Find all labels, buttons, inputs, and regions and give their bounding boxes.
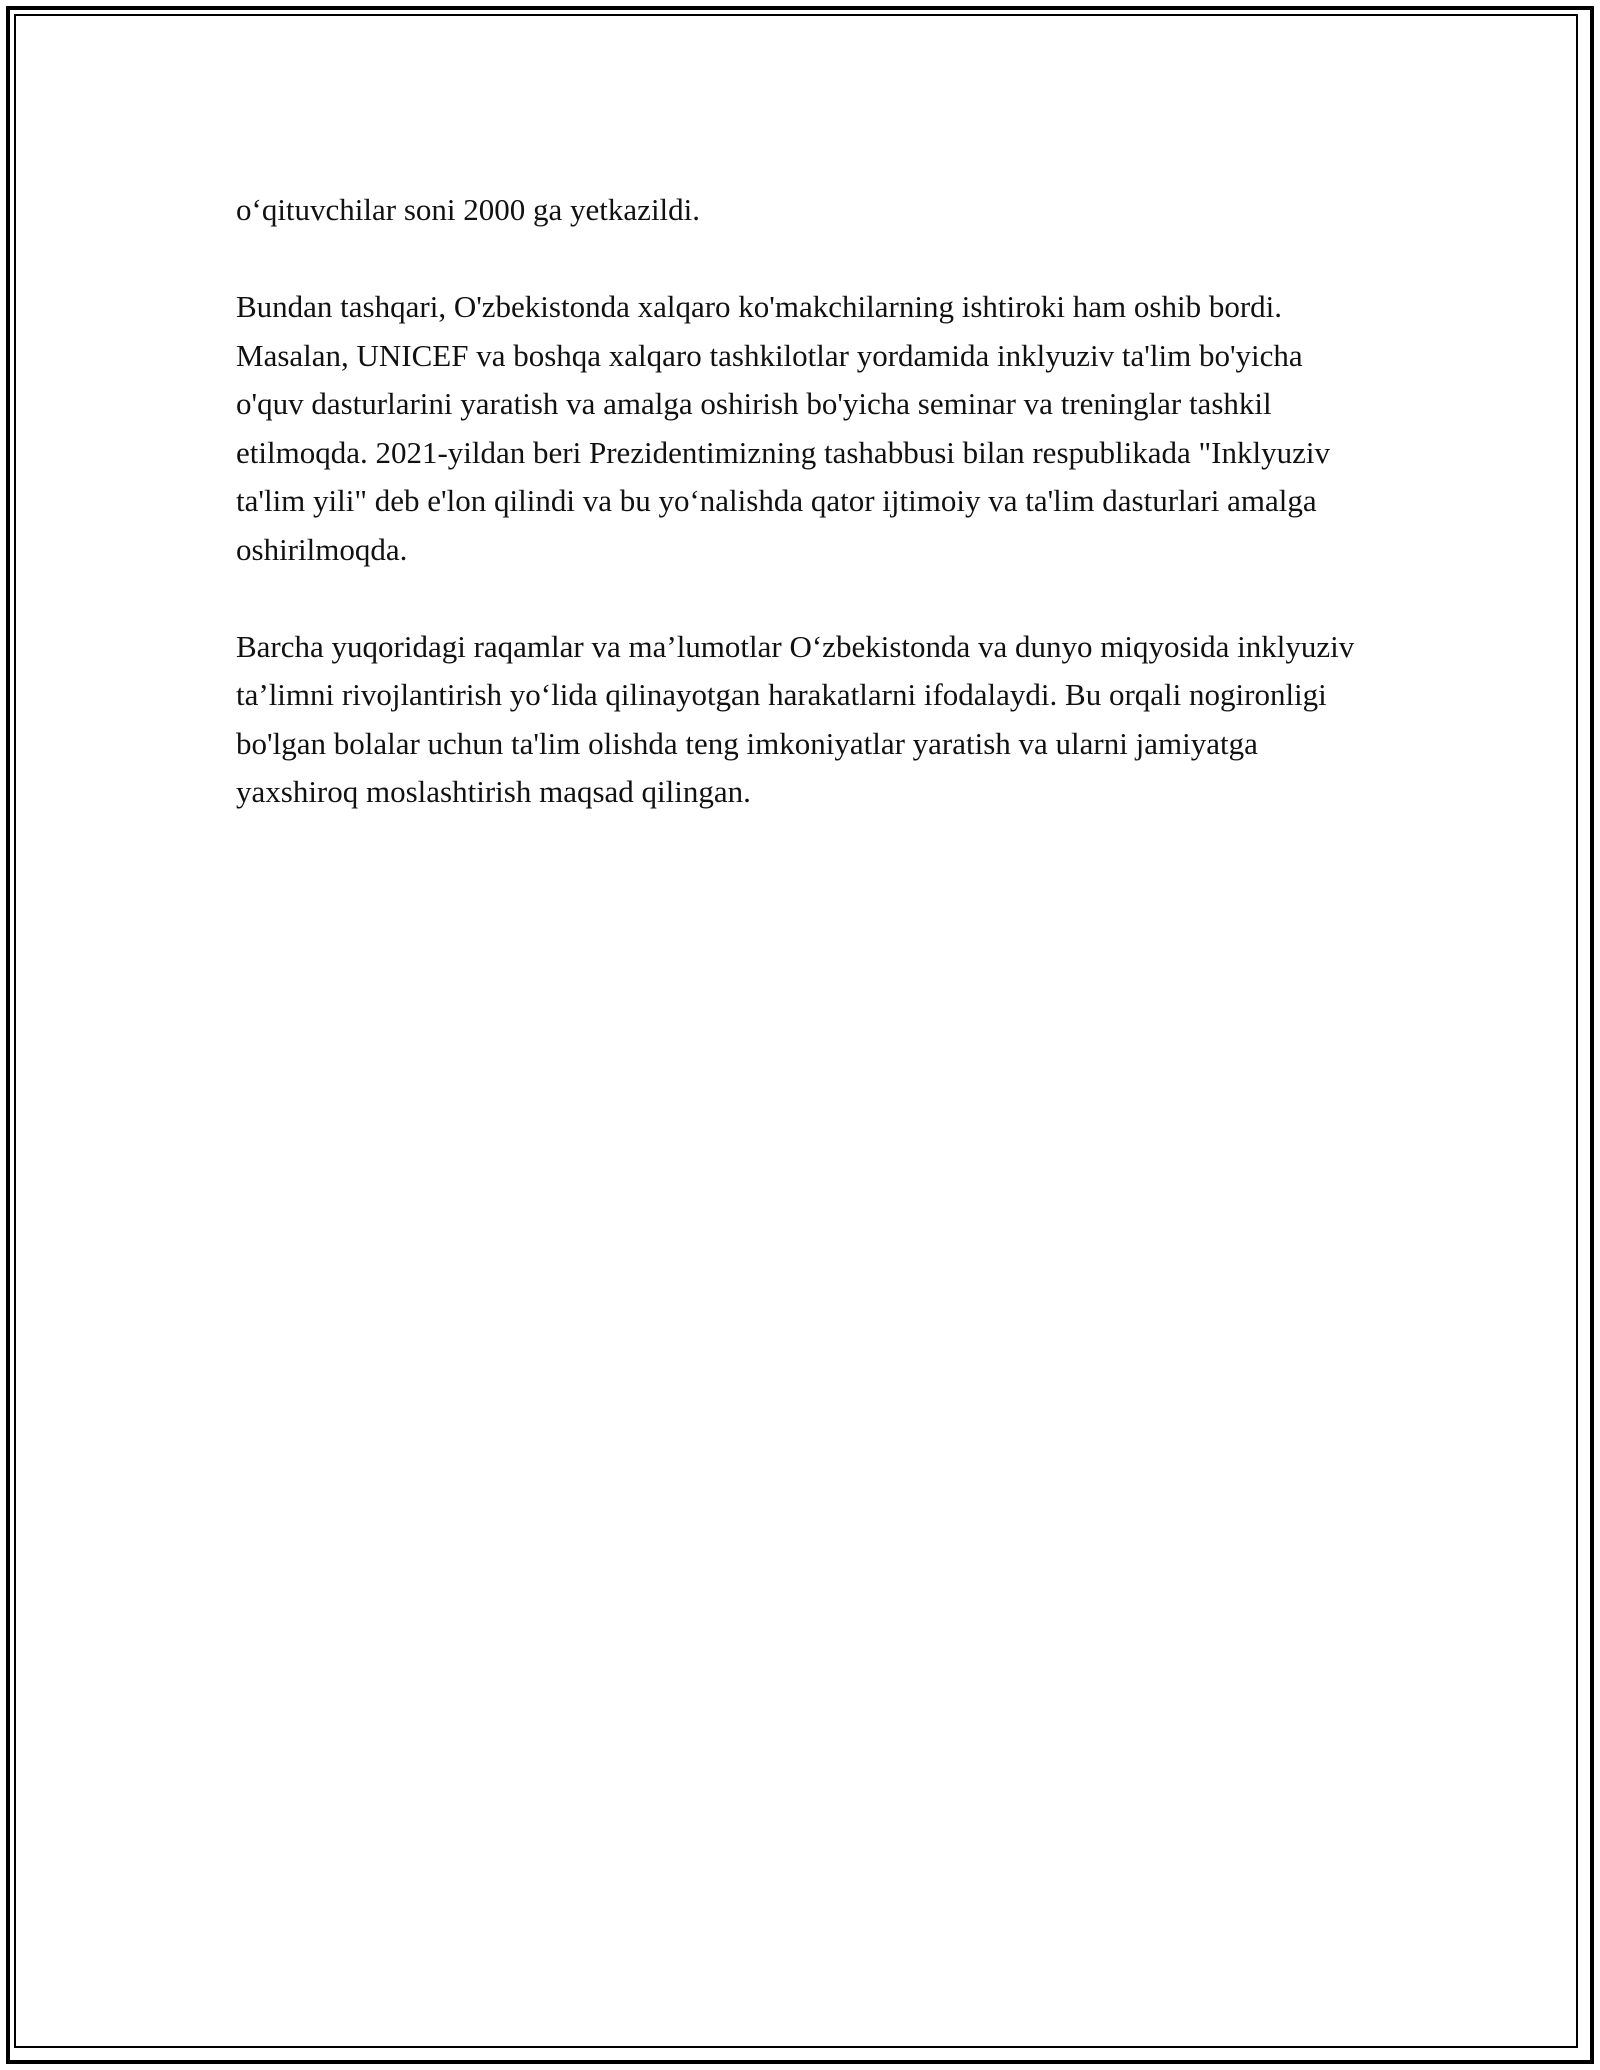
paragraph-2: Bundan tashqari, O'zbekistonda xalqaro ko'makchilarning ishtiroki ham oshib bordi. Masalan, UNICEF va boshqa xalqaro tashkilotlar yordamida inklyuziv ta'lim bo'yicha o'quv dasturlarini yaratish va amalga oshirish bo'yicha seminar va treninglar tashkil etilmoqda. 2021-yildan beri Prezidentimizning tashabbusi bilan respublikada "Inklyuziv ta'lim yili" deb e'lon qilindi va bu yo‘nalishda qator ijtimoiy va ta'lim dasturlari amalga oshirilmoqda. [236,289,1330,567]
document-body [236,186,1366,817]
paragraph-3: Barcha yuqoridagi raqamlar va ma’lumotlar O‘zbekistonda va dunyo miqyosida inklyuziv ta’limni rivojlantirish yo‘lida qilinayotgan harakatlarni ifodalaydi. Bu orqali nogironligi bo'lgan bolalar uchun ta'lim olishda teng imkoniyatlar yaratish va ularni jamiyatga yaxshiroq moslashtirish maqsad qilingan. [236,628,1355,809]
paragraph-1: o‘qituvchilar soni 2000 ga yetkazildi. [236,192,701,227]
